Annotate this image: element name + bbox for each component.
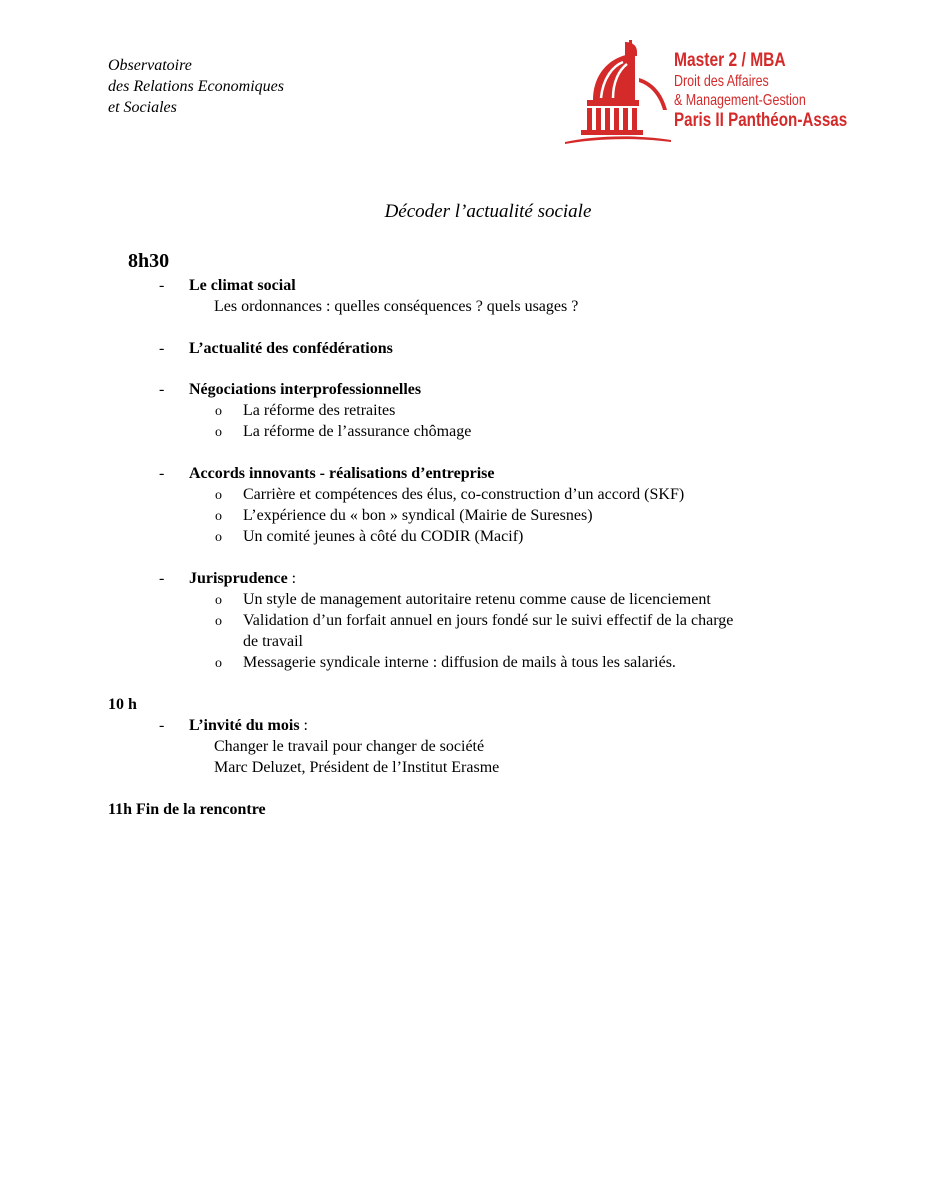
dash-marker: - (159, 277, 165, 294)
item-heading: L’invité du mois (189, 717, 300, 734)
bullet-item: La réforme des retraites (243, 402, 396, 419)
organization-line: des Relations Economiques (108, 78, 284, 95)
bullet-item: L’expérience du « bon » syndical (Mairie de Suresnes) (243, 507, 593, 524)
bullet-item: Un style de management autoritaire retenu comme cause de licenciement (243, 591, 711, 608)
logo-line: Paris II Panthéon-Assas (674, 110, 848, 131)
item-heading: Négociations interprofessionnelles (189, 381, 422, 398)
logo-line: & Management-Gestion (674, 92, 806, 109)
bullet-item: Validation d’un forfait annuel en jours fondé sur le suivi effectif de la charge (243, 612, 734, 629)
item-heading-line (189, 568, 296, 589)
dash-marker: - (159, 340, 165, 357)
university-logo (563, 38, 863, 146)
guest-topic: Changer le travail pour changer de société (214, 738, 485, 755)
time-slot-label: 8h30 (128, 250, 170, 272)
dash-marker: - (159, 381, 165, 398)
guest-name: Marc Deluzet, Président de l’Institut Erasme (214, 759, 500, 776)
bullet-item: Un comité jeunes à côté du CODIR (Macif) (243, 528, 524, 545)
bullet-item: Messagerie syndicale interne : diffusion de mails à tous les salariés. (243, 654, 676, 671)
pantheon-icon (563, 38, 673, 146)
item-heading: Accords innovants - réalisations d’entreprise (189, 465, 495, 482)
bullet-item: Carrière et compétences des élus, co-construction d’un accord (SKF) (243, 486, 685, 503)
bullet-marker: o (215, 509, 222, 524)
item-heading: L’actualité des confédérations (189, 340, 393, 357)
bullet-marker: o (215, 404, 222, 419)
organization-line: Observatoire (108, 57, 192, 74)
bullet-marker: o (215, 488, 222, 503)
logo-line: Master 2 / MBA (674, 50, 786, 71)
end-of-meeting: 11h Fin de la rencontre (108, 801, 266, 818)
heading-suffix: : (287, 570, 297, 587)
bullet-marker: o (215, 656, 222, 671)
organization-line: et Sociales (108, 99, 177, 116)
bullet-marker: o (215, 593, 222, 608)
bullet-marker: o (215, 530, 222, 545)
bullet-item: La réforme de l’assurance chômage (243, 423, 472, 440)
dash-marker: - (159, 465, 165, 482)
bullet-marker: o (215, 425, 222, 440)
bullet-item-continuation: de travail (243, 633, 303, 650)
logo-line: Droit des Affaires (674, 73, 769, 90)
document-title: Décoder l’actualité sociale (384, 201, 592, 222)
item-subtitle: Les ordonnances : quelles conséquences ? quels usages ? (214, 298, 579, 315)
time-slot-label: 10 h (108, 696, 137, 713)
heading-suffix: : (299, 717, 308, 734)
item-heading: Le climat social (189, 277, 296, 294)
item-heading-line (189, 715, 308, 736)
dash-marker: - (159, 717, 165, 734)
logo-text (674, 50, 890, 132)
organization-name (108, 55, 284, 118)
dash-marker: - (159, 570, 165, 587)
item-heading: Jurisprudence (189, 570, 288, 587)
bullet-marker: o (215, 614, 222, 629)
